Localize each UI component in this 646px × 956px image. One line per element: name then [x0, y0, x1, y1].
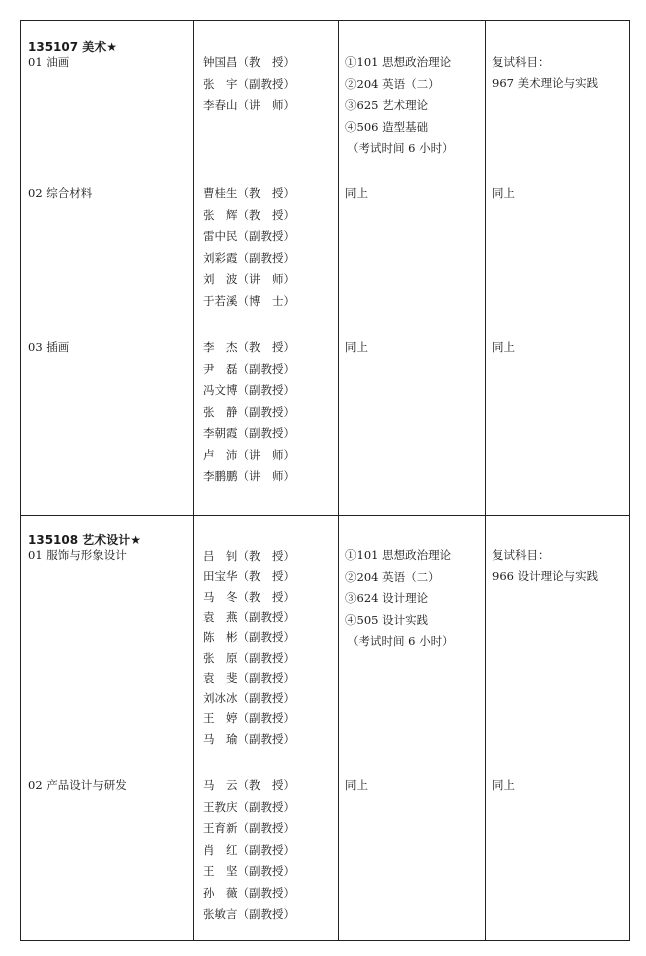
teacher-entry: 钟国昌（教 授） [203, 55, 295, 69]
teacher-entry: 孙 薇（副教授） [203, 885, 295, 900]
retest-subject: 同上 [492, 778, 515, 792]
section-divider [21, 515, 629, 516]
column-divider [485, 21, 486, 940]
exam-subject: 同上 [345, 186, 368, 200]
teacher-entry: 张 静（副教授） [203, 404, 295, 419]
teacher-entry: 王 婷（副教授） [203, 711, 295, 726]
exam-subject: ②204 英语（二） [345, 76, 440, 91]
direction-name: 02 综合材料 [28, 186, 93, 200]
teacher-entry: 刘冰冰（副教授） [203, 691, 295, 706]
exam-subject: ①101 思想政治理论 [345, 548, 452, 562]
teacher-entry: 张敏言（副教授） [203, 907, 295, 921]
teacher-entry: 王教庆（副教授） [203, 799, 295, 814]
teacher-entry: 李朝霞（副教授） [203, 426, 295, 440]
teacher-entry: 袁 斐（副教授） [203, 670, 295, 685]
teacher-entry: 卢 沛（讲 师） [203, 447, 295, 462]
column-divider [193, 21, 194, 940]
teacher-entry: 张 宇（副教授） [203, 76, 295, 91]
direction-name: 01 服饰与形象设计 [28, 548, 127, 562]
retest-subject: 同上 [492, 340, 515, 354]
exam-subject: ③625 艺术理论 [345, 98, 429, 112]
exam-subject: ④506 造型基础 [345, 119, 429, 134]
direction-name: 01 油画 [28, 55, 70, 69]
direction-name: 02 产品设计与研发 [28, 778, 127, 792]
teacher-entry: 李春山（讲 师） [203, 98, 295, 112]
major-title: 135108 艺术设计★ [28, 533, 142, 547]
teacher-entry: 马 瑜（副教授） [203, 731, 295, 746]
major-title: 135107 美术★ [28, 40, 118, 54]
exam-subject: ②204 英语（二） [345, 569, 440, 584]
teacher-entry: 张 辉（教 授） [203, 207, 295, 222]
program-table [20, 20, 630, 941]
teacher-entry: 肖 红（副教授） [203, 842, 295, 857]
teacher-entry: 袁 燕（副教授） [203, 609, 295, 624]
teacher-entry: 雷中民（副教授） [203, 229, 295, 243]
teacher-entry: 王 坚（副教授） [203, 864, 295, 878]
teacher-entry: 马 云（教 授） [203, 778, 295, 792]
teacher-entry: 陈 彬（副教授） [203, 630, 295, 645]
exam-subject: ①101 思想政治理论 [345, 55, 452, 69]
teacher-entry: 马 冬（教 授） [203, 589, 295, 604]
direction-name: 03 插画 [28, 340, 70, 354]
teacher-entry: 王育新（副教授） [203, 821, 295, 835]
retest-subject: 同上 [492, 186, 515, 200]
teacher-entry: 田宝华（教 授） [203, 569, 295, 584]
teacher-entry: 刘 波（讲 师） [203, 272, 295, 286]
teacher-entry: 张 原（副教授） [203, 650, 295, 665]
teacher-entry: 吕 钊（教 授） [203, 549, 295, 563]
retest-subject: 966 设计理论与实践 [492, 569, 599, 583]
teacher-entry: 李 杰（教 授） [203, 340, 295, 354]
exam-subject: （考试时间 6 小时） [347, 141, 454, 155]
teacher-entry: 李鹏鹏（讲 师） [203, 469, 295, 483]
teacher-entry: 于若溪（博 士） [203, 293, 295, 308]
column-divider [338, 21, 339, 940]
retest-subject: 967 美术理论与实践 [492, 76, 599, 90]
exam-subject: ④505 设计实践 [345, 612, 429, 627]
teacher-entry: 尹 磊（副教授） [203, 361, 295, 376]
retest-subject: 复试科目： [492, 548, 550, 562]
teacher-entry: 刘彩霞（副教授） [203, 250, 295, 265]
exam-subject: 同上 [345, 778, 368, 792]
teacher-entry: 曹桂生（教 授） [203, 186, 295, 200]
exam-subject: 同上 [345, 340, 368, 354]
retest-subject: 复试科目： [492, 55, 550, 69]
teacher-entry: 冯文博（副教授） [203, 383, 295, 397]
exam-subject: ③624 设计理论 [345, 591, 429, 605]
exam-subject: （考试时间 6 小时） [347, 634, 454, 648]
